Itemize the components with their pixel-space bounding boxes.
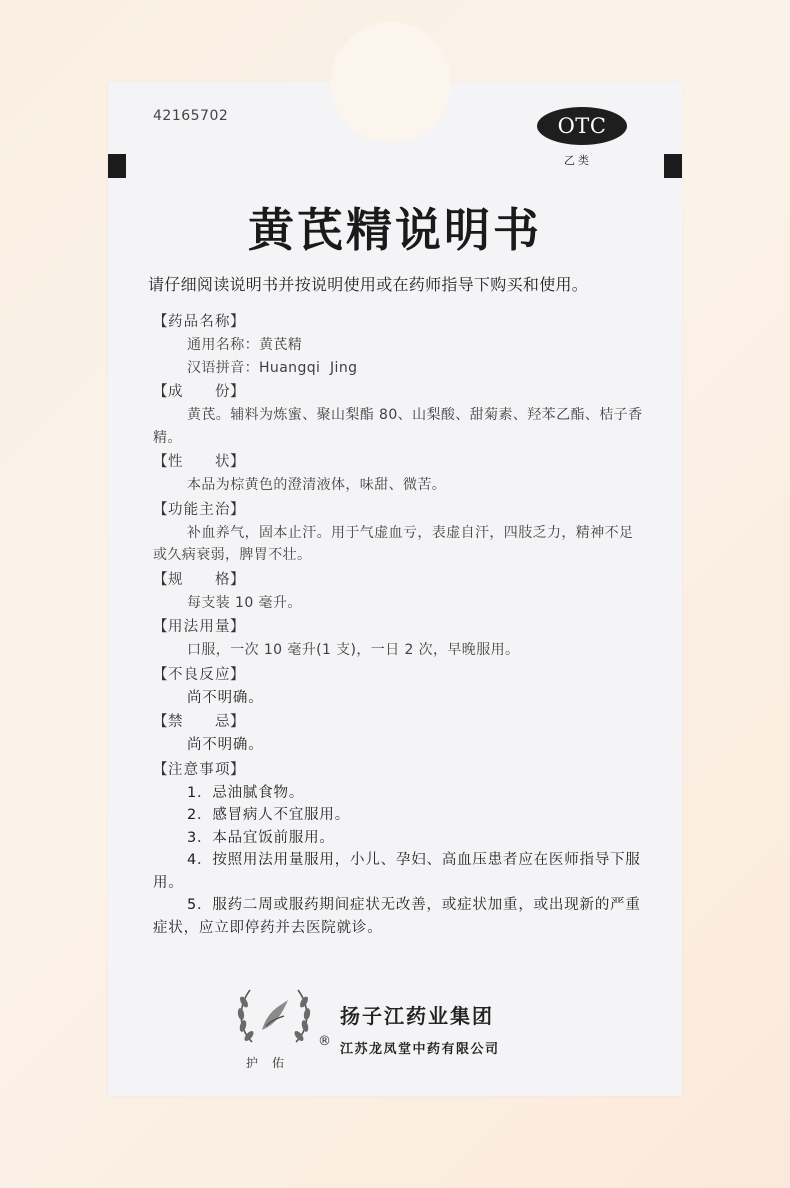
section-heading-dosage: 【用法用量】 (153, 619, 245, 635)
laurel-emblem-icon (232, 980, 316, 1050)
product-code: 42165702 (153, 108, 229, 124)
generic-name-label: 通用名称： (187, 337, 259, 353)
section-heading-precautions: 【注意事项】 (153, 761, 245, 778)
instruction-card (108, 82, 682, 1096)
pinyin-value: Huangqi Jing (259, 359, 358, 376)
ingredients-text: 黄芪。辅料为炼蜜、聚山梨酯 80、山梨酸、甜菊素、羟苯乙酯、桔子香精。 (153, 407, 643, 446)
company-name: 扬子江药业集团 (340, 1004, 494, 1028)
right-marker (664, 154, 682, 178)
pinyin-line (153, 357, 643, 380)
adverse-text: 尚不明确。 (187, 689, 264, 706)
precaution-item: 1．忌油腻食物。 (187, 784, 305, 801)
page-title: 黄芪精说明书 (248, 203, 542, 257)
appearance-text: 本品为棕黄色的澄清液体，味甜、微苦。 (187, 477, 447, 493)
spec-text: 每支装 10 毫升。 (187, 594, 302, 611)
section-heading-adverse: 【不良反应】 (153, 666, 245, 683)
emblem-label: 护佑 (246, 1056, 299, 1070)
otc-class: 乙类 (564, 154, 592, 167)
generic-name-value: 黄芪精 (259, 337, 303, 353)
precaution-item: 2．感冒病人不宜服用。 (187, 807, 351, 823)
section-heading-contra: 【禁 忌】 (153, 714, 245, 730)
usage-notice: 请仔细阅读说明书并按说明使用或在药师指导下购买和使用。 (148, 275, 589, 294)
section-heading-spec: 【规 格】 (153, 571, 245, 588)
dosage-text: 口服，一次 10 毫升(1 支)，一日 2 次，早晚服用。 (187, 642, 520, 658)
generic-name-line (153, 334, 643, 357)
precaution-item: 3．本品宜饭前服用。 (187, 829, 335, 846)
brand-block (232, 980, 552, 1080)
registered-mark: ® (318, 1034, 331, 1049)
instruction-body (153, 311, 643, 939)
section-heading-indications: 【功能主治】 (153, 501, 245, 518)
left-marker (108, 154, 126, 178)
subsidiary-name: 江苏龙凤堂中药有限公司 (340, 1042, 500, 1057)
section-heading-appearance: 【性 状】 (153, 454, 245, 470)
pinyin-label: 汉语拼音： (187, 359, 259, 376)
section-heading-ingredients: 【成 份】 (153, 384, 245, 400)
precaution-item: 5．服药二周或服药期间症状无改善，或症状加重，或出现新的严重症状，应立即停药并去医院就诊。 (153, 897, 641, 936)
contra-text: 尚不明确。 (187, 737, 264, 753)
precaution-item: 4．按照用法用量服用，小儿、孕妇、高血压患者应在医师指导下服用。 (153, 852, 641, 891)
otc-badge: OTC (537, 107, 627, 145)
indications-text: 补血养气，固本止汗。用于气虚血亏，表虚自汗，四肢乏力，精神不足或久病衰弱，脾胃不壮。 (153, 524, 634, 563)
section-heading-name: 【药品名称】 (153, 314, 245, 330)
hang-hole (331, 22, 451, 142)
